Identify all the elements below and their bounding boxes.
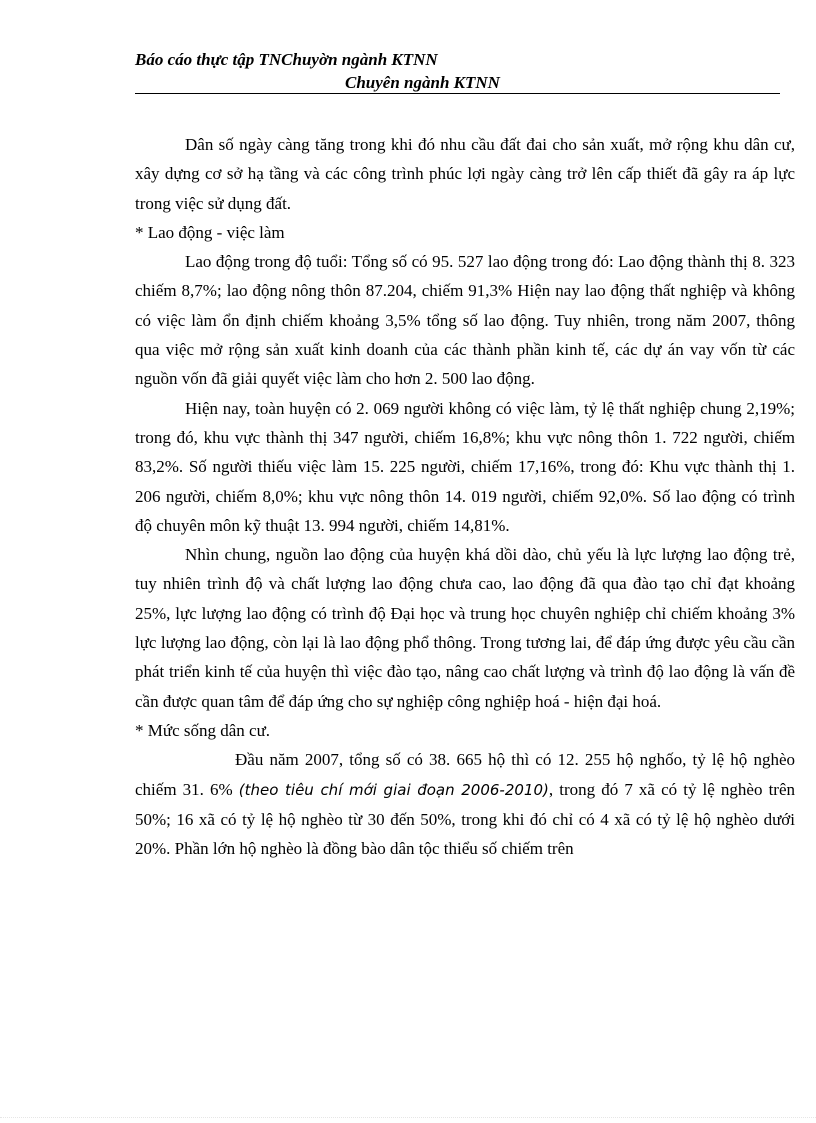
poverty-text-start: Đầu năm 2007, tổng số có 38. 665 hộ thì có 12. 255 hộ nghốo, tỷ lệ hộ nghèo chiếm 31. 6%: [135, 750, 795, 799]
header-major: Chuyên ngành KTNN: [345, 73, 500, 92]
header-report-title: Báo cáo thực tập TNChuyờn ngành KTNN: [135, 50, 438, 69]
document-body: [135, 130, 795, 863]
paragraph-labor-quality: Nhìn chung, nguồn lao động của huyện khá dồi dào, chủ yếu là lực lượng lao động trẻ, tuy nhiên trình độ và chất lượng lao động chưa cao, lao động đã qua đào tạo chỉ đạt khoảng 25%, lực lượng lao động có trình độ Đại học và trung học chuyên nghiệp chỉ chiếm khoảng 3% lực lượng lao động, còn lại là lao động phổ thông. Trong tương lai, để đáp ứng được yêu cầu cần phát triển kinh tế của huyện thì việc đào tạo, nâng cao chất lượng và trình độ lao động là vấn đề cần được quan tâm để đáp ứng cho sự nghiệp công nghiệp hoá - hiện đại hoá.: [135, 545, 795, 711]
section-heading-living-standard: * Mức sống dân cư.: [135, 720, 271, 740]
paragraph-poverty: [135, 745, 795, 863]
page-bottom-border: [0, 1117, 816, 1118]
section-heading-labor: * Lao động - việc làm: [135, 222, 285, 242]
paragraph-labor-force: Lao động trong độ tuổi: Tổng số có 95. 527 lao động trong đó: Lao động thành thị 8. 323 chiếm 8,7%; lao động nông thôn 87.204, chiếm 91,3% Hiện nay lao động thất nghiệp và không có việc làm ổn định chiếm khoảng 3,5% tổng số lao động. Tuy nhiên, trong năm 2007, thông qua việc mở rộng sản xuất kinh doanh của các thành phần kinh tế, các dự án vay vốn từ các nguồn vốn đã giải quyết việc làm cho hơn 2. 500 lao động.: [135, 252, 795, 389]
page-header: [135, 48, 780, 94]
paragraph-population: Dân số ngày càng tăng trong khi đó nhu cầu đất đai cho sản xuất, mở rộng khu dân cư, xây dựng cơ sở hạ tầng và các công trình phúc lợi ngày càng trở lên cấp thiết đã gây ra áp lực trong việc sử dụng đất.: [135, 135, 795, 213]
paragraph-unemployment: Hiện nay, toàn huyện có 2. 069 người không có việc làm, tỷ lệ thất nghiệp chung 2,19%; trong đó, khu vực thành thị 347 người, chiếm 16,8%; khu vực nông thôn 1. 722 người, chiếm 83,2%. Số người thiếu việc làm 15. 225 người, chiếm 17,16%, trong đó: Khu vực thành thị 1. 206 người, chiếm 8,0%; khu vực nông thôn 14. 019 người, chiếm 92,0%. Số lao động có trình độ chuyên môn kỹ thuật 13. 994 người, chiếm 14,81%.: [135, 398, 795, 535]
poverty-text-end: , trong đó 7 xã có tỷ lệ nghèo trên 50%; 16 xã có tỷ lệ hộ nghèo từ 30 đến 50%, trong khi đó chỉ có 4 xã có tỷ lệ hộ nghèo dưới 20%. Phần lớn hộ nghèo là đồng bào dân tộc thiểu số chiếm trên: [135, 779, 795, 859]
header-divider: [135, 93, 780, 94]
poverty-criteria-note: (theo tiêu chí mới giai đoạn 2006-2010): [238, 780, 549, 799]
